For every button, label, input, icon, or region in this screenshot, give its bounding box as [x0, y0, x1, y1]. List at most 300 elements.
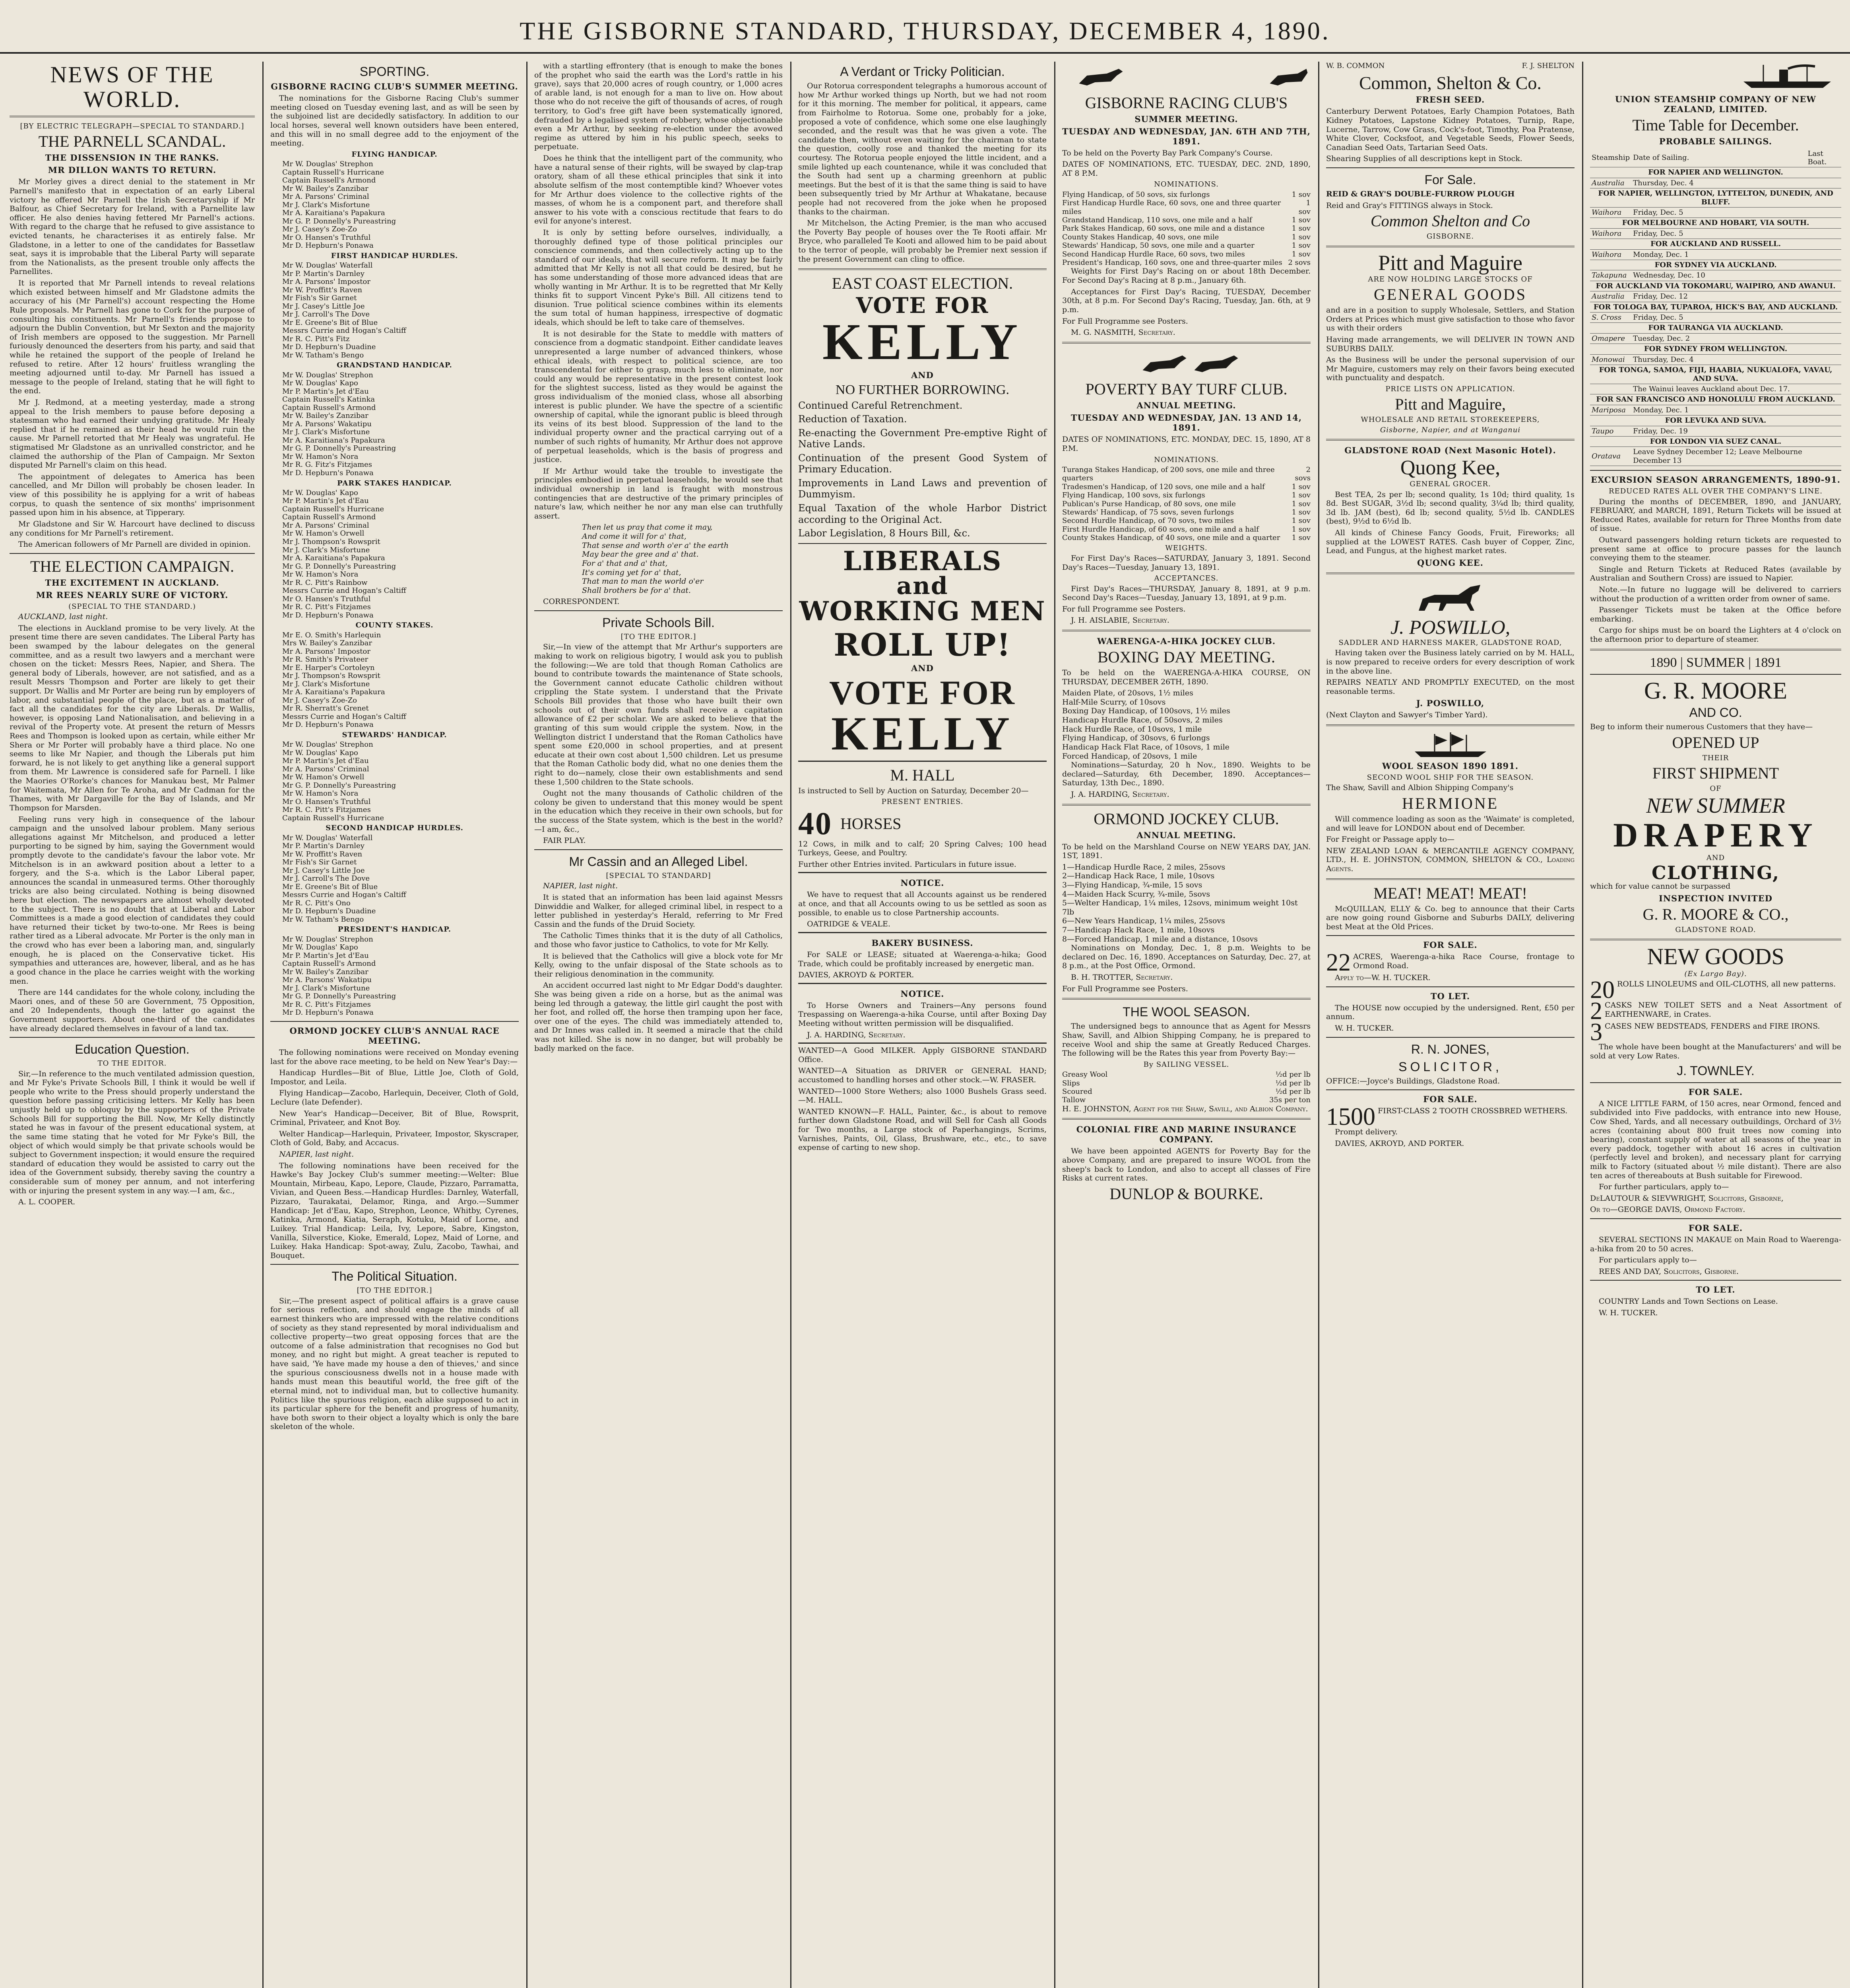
table-row [1590, 354, 1841, 365]
ad-text: 3 CASES NEW BEDSTEADS, FENDERS and FIRE IRONS. [1590, 1018, 1820, 1046]
horse-entry: Mr J. Casey's Little Joe [282, 866, 365, 875]
ad-text: The whole have been bought at the Manufacturers' and will be sold at very Low Rates. [1590, 1043, 1841, 1061]
poem-line: Then let us pray that come it may, [582, 523, 713, 532]
horse-entry: Mr W. Douglas' Waterfall [282, 261, 373, 270]
horse-list [270, 489, 519, 619]
last-boat [1806, 447, 1841, 466]
horse-entry: Mr W. Bailey's Zanzibar [282, 184, 368, 193]
horse-entry: Mr P. Martin's Jet d'Eau [282, 951, 369, 960]
ad-text: First Day's Races—THURSDAY, January 8, 1891, at 9 p.m. Second Day's Races—Tuesday, January 13, 1891, at 9 p.m. [1062, 584, 1311, 602]
ad-heading: NOTICE. [900, 988, 944, 999]
horse-entry: Mr P. Martin's Jet d'Eau [282, 387, 369, 396]
horse-entry: Mr W. Tatham's Bengo [282, 351, 364, 359]
signature: Or to—GEORGE DAVIS, Ormond Factory. [1590, 1205, 1745, 1214]
club-title: POVERTY BAY TURF CLUB. [1085, 380, 1288, 398]
nomination-row [1062, 466, 1311, 483]
firm-name: Pitt and Maguire, [1395, 395, 1506, 414]
horse-list [270, 631, 519, 729]
nomination-fee: ½d per lb [1275, 1087, 1311, 1096]
horse-entry: Mr J. Casey's Zoe-Zo [282, 225, 357, 234]
acreage-figure: 22 [1326, 949, 1351, 977]
sailing-date: Tuesday, Dec. 2 [1631, 333, 1806, 344]
column-rule [262, 62, 264, 1988]
horse-entry: Mr W. Douglas' Kapo [282, 748, 358, 757]
horse-entry: Mr A. Parsons' Criminal [282, 765, 369, 773]
horse-entry: Mr W. Bailey's Zanzibar [282, 412, 368, 420]
ad-text: REPAIRS NEATLY AND PROMPTLY EXECUTED, on the most reasonable terms. [1326, 678, 1575, 696]
table-row [1590, 384, 1841, 394]
horse-entry: Mr J. Carroll's The Dove [282, 310, 370, 319]
horse-entry: Mr J. Casey's Zoe-Zo [282, 696, 357, 705]
paragraph: An accident occurred last night to Mr Edgar Dodd's daughter. She was being given a ride on a horse, but as the animal was being led through a gateway, the little girl caught the post with her foot, and rolled off, the horse then tramping upon her face, over one of the eyes. The child was immediately attended to, and Dr Innes was called in. It seemed a miracle that the child was not killed. She is now in no danger, but will probably be badly marked on the face. [534, 981, 783, 1053]
ad-heading: UNION STEAMSHIP COMPANY OF NEW ZEALAND, LIMITED. [1615, 94, 1816, 114]
horse-entry: Mr W. Douglas' Strephon [282, 740, 373, 749]
signature: QUONG KEE. [1417, 557, 1483, 568]
meeting-subtitle: SUMMER MEETING. [1134, 114, 1238, 124]
ad-heading: TO LET. [1696, 1285, 1736, 1295]
nomination-fee: 1 sov [1292, 499, 1311, 508]
horse-entry: Mr D. Hepburn's Duadine [282, 343, 376, 351]
paragraph: Ought not the many thousands of Catholic children of the colony be given to understand that this money would be spent in the education which they receive in their own schools, but for the success of the State system, which is the best in the world?—I am, &c., [534, 789, 783, 834]
route-heading: FOR SAN FRANCISCO AND HONOLULU FROM AUCKLAND. [1590, 394, 1841, 405]
ad-text: NEW ZEALAND LOAN & MERCANTILE AGENCY COMPANY, LTD., H. E. JOHNSTON, COMMON, SHELTON & CO., Loading Agents. [1326, 846, 1575, 873]
horse-count: 40 [798, 806, 832, 841]
paragraph: It is stated that an information has been laid against Messrs Dinwiddie and Walker, for alleged criminal libel, in respect to a letter published in yesterday's Herald, referring to Mr Fred Cassin and the funds of the Druid Society. [534, 893, 783, 929]
weights-heading: WEIGHTS. [1165, 544, 1208, 552]
nomination-row [1062, 534, 1311, 542]
divider [798, 268, 1047, 270]
editor-tag: [TO THE EDITOR.] [357, 1286, 432, 1295]
ad-text: COUNTRY Lands and Town Sections on Lease. [1599, 1297, 1778, 1306]
horse-entry: Mr R. Smith's Privateer [282, 655, 368, 664]
column-5 [1057, 62, 1316, 1988]
club-title: WAERENGA-A-HIKA JOCKEY CLUB. [1097, 636, 1276, 646]
paragraph: It is reported that Mr Parnell intends to reveal relations which existed between himself and Mr Gladstone admits the accuracy of his (Mr Parnell's) account respecting the Home Rule proposals. Mr Parnell has gone to Cork for the purpose of consulting his constituents. Mr Parnell's friends propose to adjourn the Dublin Convention, but Mr Sexton and the majority of Irish members are opposed to the suggestion. Mr Parnell furiously denounced the deserters from his party, and said that while he retained the support of the people of Ireland he refused to retire. After 12 hours' fruitless wrangling the meeting adjourned until to-day. Mr Parnell has issued a message to the people of Ireland, stating that he will fight to the end. [10, 279, 255, 396]
nomination-row [1062, 508, 1311, 516]
ad-text: Further other Entries invited. Particulars in future issue. [798, 860, 1016, 869]
subheading: GISBORNE RACING CLUB'S SUMMER MEETING. [271, 82, 518, 92]
signature: DeLAUTOUR & SIEVWRIGHT, Solicitors, Gisborne, [1590, 1194, 1784, 1203]
table-row [1590, 228, 1841, 239]
divider [1326, 1089, 1575, 1090]
platform-item: Continuation of the present Good System of Primary Education. [798, 452, 1047, 475]
horse-list [270, 262, 519, 359]
subheading: MR REES NEARLY SURE OF VICTORY. [36, 590, 229, 600]
horse-entry: Captain Russell's Katinka [282, 395, 375, 404]
paragraph: Mr Gladstone and Sir W. Harcourt have declined to discuss any conditions for Mr Parnell's retirement. [10, 519, 255, 538]
column-rule [1054, 62, 1055, 1988]
ad-text: For First Day's Races—SATURDAY, January 3, 1891. Second Day's Races—Tuesday, January 13, 1891. [1062, 553, 1311, 572]
ad-text: Is instructed to Sell by Auction on Saturday, December 20— [798, 786, 1029, 795]
divider [1062, 1118, 1311, 1120]
nomination-fee: 1 sov [1292, 516, 1311, 525]
ad-text: Nominations—Saturday, 20 h Nov., 1890. Weights to be declared—Saturday, 6th December, 1890. Acceptances—Saturday, 13th Dec., 1890. [1062, 761, 1311, 788]
steamship-name: Oratava [1590, 447, 1631, 466]
platform-item: Equal Taxation of the whole Harbor District according to the Original Act. [798, 503, 1047, 525]
table-row [1590, 208, 1841, 218]
ad-text: To Horse Owners and Trainers—Any persons found Trespassing on Waerenga-a-hika Course, until after Boxing Day Meeting without written permission will be disqualified. [798, 1001, 1047, 1028]
nomination-race: Second Hurdle Handicap, of 70 sovs, two miles [1062, 516, 1234, 525]
ad-text: As the Business will be under the personal supervision of our Mr Maguire, customers may rely on their favors being executed with punctuality and despatch. [1326, 355, 1575, 382]
ad-subheading: GENERAL GROCER. [1410, 480, 1491, 489]
ad-text: To be held on the Marshland Course on NEW YEARS DAY, JAN. 1ST, 1891. [1062, 842, 1311, 860]
nomination-race: Second Handicap Hurdle Race, 60 sovs, two miles [1062, 250, 1245, 258]
paragraph: Does he think that the intelligent part of the community, who have a natural sense of their rights, will be swayed by clap-trap oratory, sham of all these ethical principles that sink it into absolute selfism of the most contemptible kind? Whoever votes for Mr Arthur does violence to the collective rights of the masses, of whom he is a component part, and therefore shall answer to his vote with a conscious rectitude that fears to do evil for anyone's interest. [534, 154, 783, 226]
horse-entry: Mr J. Clark's Misfortune [282, 428, 370, 437]
nomination-fee: 1 sov [1298, 199, 1311, 216]
ad-subheading: WHOLESALE AND RETAIL STOREKEEPERS, [1361, 415, 1540, 424]
poem-stanza [534, 523, 783, 595]
horse-entry: Mr P. Martin's Darnley [282, 842, 365, 850]
paragraph: Sir,—In view of the attempt that Mr Arthur's supporters are making to work on religious bigotry, I would ask you to publish the following:—We are told that though Roman Catholics are bound to contribute towards the maintenance of State schools, the Government cannot educate Catholic children without crippling the State system. I understand that the Private Schools Bill provides that those who have built their own schools out of their own funds shall receive a capitation allowance of £2 per scholar. We are asked to believe that the granting of this sum would cripple the system. Now, in the Wellington district I understand that the Roman Catholics have spent some £20,000 in school properties, and at present educate at their own cost about 1,500 children. Let us presume that the Roman Catholic body did, what no one denies them the right to do—namely, close their own establishments and send these 1,500 children to the State schools. [534, 643, 783, 786]
ad-text: Nominations on Monday, Dec. 1, 8 p.m. Weights to be declared on Dec. 16, 1890. Acceptances on Saturday, Dec. 27, at 8 p.m., at the Post Office, Ormond. [1062, 944, 1311, 971]
steamship-name: Monowai [1590, 354, 1631, 365]
divider [1590, 1082, 1841, 1083]
sailing-date: Leave Sydney December 12; Leave Melbourne December 13 [1631, 447, 1806, 466]
paragraph: Sir,—In reference to the much ventilated admission question, and Mr Fyke's Private Schools Bill, I think it would be well if people who write to the Press should properly understand the question before passing criticising letters. Mr Kelly has been unjustly held up to obloquy by the supporters of the Private Schools Bill for supporting the Bill. Now, Mr Kelly distinctly stated he was in favour of the present educational system, at the same time stating that he voted for Mr Fyke's Bill, the object of which would simply be that private schools would be subject to Government inspection; it would ensure the required standard of education they would be assisted to carry out the idea of the Government subsidy, thereby saving the country a considerable sum of money per annum, and not interfering with or injuring the present system in any way.—I am, &c., [10, 1069, 255, 1195]
nomination-fee: 1 sov [1292, 482, 1311, 491]
horse-entry: Messrs Currie and Hogan's Caltiff [282, 586, 406, 595]
route-heading-row [1590, 394, 1841, 405]
table-row [1590, 270, 1841, 281]
last-boat [1806, 384, 1841, 394]
route-heading: FOR TAURANGA VIA AUCKLAND. [1590, 323, 1841, 333]
route-heading: FOR LONDON VIA SUEZ CANAL. [1590, 436, 1841, 447]
divider [1326, 986, 1575, 987]
nomination-row [1062, 224, 1311, 233]
race-entry: 5—Welter Handicap, 1¼ miles, 12sovs, minimum weight 10st 7lb [1062, 899, 1298, 916]
stock-figure: 1500 [1326, 1103, 1375, 1131]
route-heading-row [1590, 260, 1841, 270]
signature: Apply to—W. H. TUCKER. [1335, 973, 1431, 982]
nomination-race: County Stakes Handicap, 40 sovs, one mile [1062, 233, 1219, 241]
horse-icon [1411, 579, 1490, 615]
wanted-ad: WANTED—1000 Store Wethers; also 1000 Bushels Grass seed.—M. HALL. [798, 1087, 1047, 1105]
ad-text: The undersigned begs to announce that as Agent for Messrs Shaw, Savill, and Albion Shipping Company, he is prepared to receive Wool and ship the same at Greatly Reduced Charges. The following will be the Rates this year from Poverty Bay:— [1062, 1022, 1311, 1058]
route-heading: FOR AUCKLAND VIA TOKOMARU, WAIPIRO, AND AWANUI. [1590, 281, 1841, 291]
ad-text: For Full Programme see Posters. [1062, 316, 1188, 326]
horse-entry: Mr R. C. Pitt's Fitzjames [282, 806, 371, 814]
paragraph: Mr J. Redmond, at a meeting yesterday, made a strong appeal to the Irish members to pause before deposing a statesman who had earned their undying gratitude. Mr Healy replied that if he remained as their head he would ruin the cause. Mr Parnell retorted that Mr Healy was ungrateful. He stigmatised Mr Gladstone as an unrivalled constrictor, and he claimed the authorship of the Plan of Campaign. Mr Sexton disputed Mr Parnell's claim on this head. [10, 398, 255, 470]
column-7 [1584, 62, 1847, 1988]
column-6 [1321, 62, 1580, 1988]
ad-text: Weights for First Day's Racing on or about 18th December. For Second Day's Racing at 8 p.m., January 6th. [1062, 267, 1311, 285]
race-name: COUNTY STAKES. [355, 621, 434, 630]
route-heading: FOR SYDNEY VIA AUCKLAND. [1590, 260, 1841, 270]
sailing-date: Friday, Dec. 12 [1631, 291, 1806, 302]
route-heading: FOR NAPIER, WELLINGTON, LYTTELTON, DUNEDIN, AND BLUFF. [1590, 188, 1841, 208]
horse-entry: Mr A. Karaitiana's Papakura [282, 436, 385, 445]
divider [1062, 630, 1311, 631]
notice-ad [798, 872, 1047, 928]
nomination-row [1062, 233, 1311, 241]
signature: DAVIES, AKROYD & PORTER. [798, 971, 914, 980]
and-banner: and [896, 572, 948, 600]
subheading: ORMOND JOCKEY CLUB'S ANNUAL RACE MEETING. [289, 1025, 500, 1046]
ad-text: Canterbury Derwent Potatoes, Early Champion Potatoes, Bath Kidney Potatoes, Lapstone Kidney Potatoes, Turnip, Rape, Lucerne, Tarrow, Cow Grass, Cock's-foot, Timothy, Poa Pratense, White Clover, Cocksfoot, and Vegetable Seeds, Flower Seeds, Canadian Seed Oats, Tartarian Seed Oats. [1326, 107, 1575, 152]
headline-world: WORLD. [83, 86, 181, 112]
ad-text: Will commence loading as soon as the 'Waimate' is completed, and will leave for LONDON about end of December. [1326, 814, 1575, 833]
nomination-race: Greasy Wool [1062, 1070, 1108, 1079]
ad-text: and are in a position to supply Wholesale, Settlers, and Station Orders at Prices which must give satisfaction to those who favor us with their orders [1326, 306, 1575, 333]
horse-entry: Mr P. Martin's Jet d'Eau [282, 757, 369, 765]
racehorse-icon [1062, 62, 1311, 89]
horse-entry: Mr E. Greene's Bit of Blue [282, 882, 378, 891]
horse-entry: Mrs W. Bailey's Zanzibar [282, 639, 372, 648]
horse-entry: Captain Russell's Hurricane [282, 813, 384, 822]
horse-entry: Mr R. C. Pitt's Fitzjames [282, 603, 371, 612]
horse-entry: Mr D. Hepburn's Ponawa [282, 468, 374, 477]
ship-icon [1411, 731, 1490, 759]
route-heading-row [1590, 436, 1841, 447]
ad-text: ACRES, Waerenga-a-hika Race Course, frontage to Ormond Road. [1353, 952, 1575, 971]
ad-heading: Time Table for December. [1632, 116, 1799, 134]
ad-subheading: By SAILING VESSEL. [1143, 1060, 1229, 1069]
paragraph: There are 144 candidates for the whole colony, including the Maori ones, and of these 50 are Government, 75 Opposition, and 20 Independents, though the latter go against the Government supporters. About one-third of the candidates have already declared themselves in favour of a land tax. [10, 988, 255, 1033]
last-boat [1806, 228, 1841, 239]
divider [10, 116, 255, 117]
horse-entry: Mr D. Hepburn's Ponawa [282, 611, 374, 619]
bakery-ad [798, 932, 1047, 980]
ad-text: SEVERAL SECTIONS IN MAKAUE on Main Road to Waerenga-a-hika from 20 to 50 acres. [1590, 1235, 1841, 1253]
horse-entry: Mr P. Martin's Jet d'Eau [282, 497, 369, 505]
nomination-fee: 1 sov [1292, 508, 1311, 516]
firm-location: GISBORNE. [1426, 232, 1474, 241]
horse-entry: Captain Russell's Armond [282, 513, 376, 522]
race-name: FLYING HANDICAP. [351, 150, 438, 159]
table-header: Last Boat. [1806, 149, 1841, 167]
nomination-fee: 2 sovs [1295, 465, 1311, 483]
route-heading-row [1590, 323, 1841, 333]
ad-subheading: PRESENT ENTRIES. [881, 798, 964, 806]
last-boat [1806, 249, 1841, 260]
club-title: ORMOND JOCKEY CLUB. [1094, 810, 1279, 828]
article-title: Education Question. [75, 1042, 190, 1057]
sailing-date: Friday, Dec. 5 [1631, 228, 1806, 239]
poem-line: That sense and worth o'er a' the earth [582, 541, 729, 550]
nomination-race: Slips [1062, 1079, 1080, 1087]
signature: A. L. COOPER. [18, 1198, 76, 1207]
paragraph: The following nominations have been received for the Hawke's Bay Jockey Club's summer meeting:—Welter: Blue Mountain, Mirbeau, Kapo, Lepore, Claude, Pizzaro, Parramatta, Vivian, and Queen Bess.—Handicap Hurdles: Darnley, Waterfall, Pizzaro, Taurakatai, Delamor, Ringa, and Argo.—Summer Handicap: Jet d'Eau, Kapo, Strephon, Leonce, Whitby, Cyrenes, Katinka, Armond, Kiatia, Seraph, Kotuku, Maid of Lorne, and Luikey. Trial Handicap: Leila, Ivy, Lepore, Sabre, Kingston, Vanilla, Silverstice, Kioke, Emerald, Lopez, Maid of Lorne, and Luikey. Haka Handicap: Spot-away, Zulu, Zacobo, Tawhai, and Bouquet. [270, 1161, 519, 1260]
nomination-row [1062, 1096, 1311, 1104]
race-entry: 4—Maiden Hack Scurry, ¾-mile, 5sovs [1062, 889, 1210, 899]
article-title: The Political Situation. [332, 1269, 458, 1284]
trespass-notice [798, 983, 1047, 1039]
ad-text: Reid and Gray's FITTINGS always in Stock. [1326, 201, 1493, 210]
horse-entry: Mr W. Hamon's Nora [282, 570, 359, 579]
ad-text: To be held on the Poverty Bay Park Company's Course. [1062, 148, 1273, 157]
route-heading: FOR NAPIER AND WELLINGTON. [1590, 167, 1841, 178]
ad-text: For full Programme see Posters. [1062, 604, 1186, 613]
ad-heading: NEW SUMMER [1646, 793, 1785, 817]
column-rule [526, 62, 527, 1988]
signature: H. E. JOHNSTON, Agent for the Shaw, Savill, and Albion Company. [1062, 1104, 1308, 1113]
masthead [0, 8, 1850, 54]
wool-rates [1062, 1070, 1311, 1105]
race-entry: 6—New Years Handicap, 1¼ miles, 25sovs [1062, 916, 1225, 926]
divider [1590, 649, 1841, 650]
last-boat [1806, 270, 1841, 281]
divider [1590, 470, 1841, 471]
editor-tag: [TO THE EDITOR.] [621, 633, 696, 641]
sailing-date: Wednesday, Dec. 10 [1631, 270, 1806, 281]
special-tag: [SPECIAL TO STANDARD] [606, 871, 711, 880]
wire-tag: [BY ELECTRIC TELEGRAPH—SPECIAL TO STANDARD.] [20, 122, 244, 130]
ad-text: DATES OF NOMINATIONS, ETC. MONDAY, DEC. 15, 1890, AT 8 P.M. [1062, 435, 1311, 453]
horse-entry: Mr G. P. Donnelly's Pureastring [282, 217, 396, 225]
race-nominations [270, 150, 519, 1017]
nomination-fee: 2 sovs [1288, 258, 1311, 267]
horse-entry: Mr A. Karaitiana's Papakura [282, 688, 385, 697]
platform-item: Continued Careful Retrenchment. [798, 400, 963, 411]
clothing-banner: CLOTHING, [1652, 862, 1780, 883]
horse-entry: Mr G. P. Donnelly's Pureastring [282, 992, 396, 1001]
paragraph: Mr Morley gives a direct denial to the statement in Mr Parnell's manifesto that in expectation of an early Liberal victory he offered Mr Parnell the Irish Secretaryship if Mr Balfour, as Chief Secretary for Ireland, with a Parnellite law officer. He also denies having fettered Mr Parnell's actions. With regard to the charge that he refused to give assistance to evicted tenants, he characterises it as entirely false. Mr Gladstone, in a letter to one of the candidates for Bassetlaw seat, says it is improbable that the Liberal Party will separate from the Nationalists, as the present trouble only affects the Parnellites. [10, 177, 255, 276]
route-heading-row [1590, 239, 1841, 249]
ad-heading: FRESH SEED. [1416, 95, 1485, 105]
paragraph: It is believed that the Catholics will give a block vote for Mr Kelly, owing to the unfair disposal of the State schools as to their religious denomination in the community. [534, 951, 783, 978]
horse-entry: Mr G. P. Donnelly's Pureastring [282, 562, 396, 571]
meeting-dates: TUESDAY AND WEDNESDAY, JAN. 13 AND 14, 1891. [1070, 413, 1302, 433]
horse-entry: Mr D. Hepburn's Ponawa [282, 720, 374, 729]
ad-heading: FIRST SHIPMENT [1652, 764, 1779, 782]
meeting-dates: TUESDAY AND WEDNESDAY, JAN. 6TH AND 7TH, 1891. [1062, 126, 1311, 146]
nomination-fee: 1 sov [1292, 216, 1311, 225]
column-2 [265, 62, 524, 1988]
ad-text: Cargo for ships must be on board the Lighters at 4 o'clock on the afternoon prior to departure of steamer. [1590, 626, 1841, 644]
route-heading: FOR TOLOGA BAY, TUPAROA, HICK'S BAY, AND AUCKLAND. [1590, 302, 1841, 312]
race-name: FIRST HANDICAP HURDLES. [331, 251, 458, 260]
horse-entry: Mr W. Douglas' Waterfall [282, 833, 373, 842]
horses-label: HORSES [840, 814, 902, 833]
horse-entry: Mr E. Greene's Bit of Blue [282, 318, 378, 327]
dateline: AUCKLAND, last night. [18, 612, 108, 621]
horse-entry: Mr Fish's Sir Garnet [282, 294, 357, 303]
ad-heading: OPENED UP [1672, 733, 1759, 751]
ad-subheading: PRICE LISTS ON APPLICATION. [1385, 385, 1515, 394]
ad-heading: NOTICE. [900, 878, 944, 888]
race-entry: Forced Handicap, of 20sovs, 1 mile [1062, 751, 1197, 761]
column-rule [1582, 62, 1583, 1988]
ad-text: which for value cannot be surpassed [1590, 881, 1731, 891]
nomination-fee: 1 sov [1292, 241, 1311, 250]
horse-list [270, 741, 519, 822]
race-entry: 3—Flying Handicap, ¾-mile, 15 sovs [1062, 880, 1202, 889]
table-row [1590, 426, 1841, 436]
nomination-race: President's Handicap, 160 sovs, one and three-quarter miles [1062, 258, 1282, 267]
firm-name: G. R. MOORE [1644, 678, 1788, 704]
divider [1326, 573, 1575, 574]
ad-text: DATES OF NOMINATIONS, ETC. TUESDAY, DEC. 2ND, 1890, AT 8 P.M. [1062, 160, 1311, 178]
paragraph: The appointment of delegates to America has been cancelled, and Mr Dillon will probably be chosen leader. In view of this possibility he is applying for a writ of habeas corpus, to quash the sentence of six months' imprisonment passed upon him in his absence, at Tipperary. [10, 472, 255, 517]
sailing-table [1590, 149, 1841, 466]
nomination-row [1062, 216, 1311, 224]
horse-entry: Mr W. Douglas' Kapo [282, 488, 358, 497]
horse-entry: Mr J. Clark's Misfortune [282, 984, 370, 992]
ad-text: For SALE or LEASE; situated at Waerenga-a-hika; Good Trade, which could be profitably increased by energetic man. [798, 950, 1047, 968]
ad-text [1326, 949, 1575, 977]
horse-entry: Mr A. Parsons' Impostor [282, 647, 370, 656]
ad-subheading: (Ex Largo Bay). [1684, 969, 1747, 978]
paragraph: Handicap Hurdles—Bit of Blue, Little Joe, Cloth of Gold, Impostor, and Leila. [270, 1068, 519, 1086]
route-heading-row [1590, 365, 1841, 384]
ad-heading: FOR SALE. [1688, 1223, 1743, 1233]
divider [10, 553, 255, 554]
horse-entry: Mr D. Hepburn's Ponawa [282, 241, 374, 250]
signature: FAIR PLAY. [543, 836, 586, 845]
and-label: AND [911, 663, 934, 673]
race-name: PARK STAKES HANDICAP. [337, 479, 452, 487]
divider [1326, 878, 1575, 880]
route-heading: FOR LEVUKA AND SUVA. [1590, 415, 1841, 426]
horse-entry: Mr W. Douglas' Strephon [282, 371, 373, 379]
horse-entry: Captain Russell's Hurricane [282, 505, 384, 513]
nomination-row [1062, 199, 1311, 216]
ad-text: McQUILLAN, ELLY & Co. beg to announce that their Carts are now going round Gisborne and Suburbs DAILY, delivering best Meat at the Old Prices. [1326, 904, 1575, 931]
signature: OATRIDGE & VEALE. [807, 920, 890, 929]
ad-text: Outward passengers holding return tickets are requested to present same at office to procure passes for the launch conveying them to the steamer. [1590, 535, 1841, 563]
horse-entry: Mr R. C. Pitt's Fitzjames [282, 1000, 371, 1009]
paragraph: The Catholic Times thinks that it is the duty of all Catholics, and those who favor justice to Catholics, to vote for Mr Kelly. [534, 931, 783, 949]
platform-item: Improvements in Land Laws and prevention of Dummyism. [798, 477, 1047, 500]
nomination-race: Scoured [1062, 1087, 1092, 1096]
nomination-row [1062, 483, 1311, 491]
divider [1326, 724, 1575, 726]
paragraph: New Year's Handicap—Deceiver, Bit of Blue, Rowsprit, Criminal, Privateer, and Knot Boy. [270, 1109, 519, 1127]
paragraph: It is not desirable for the State to meddle with matters of conscience from a dogmatic standpoint. Either candidate leaves unrepresented a large number of advanced thinkers, whose ethical ideals, with respect to political science, are too transcendental for either to grasp, much less to eliminate, nor could any would be representative in the present contest look for the slightest success, listed as they would be against the gross individualism of the monied class, whose all absorbing interest is public plunder. We have the spectre of a scientific ownership of capital, while the ignorant public is bleed through its veins of its best blood. Suppression of the land to the individual property owner and the practical carrying out of a number of such rights of humanity, Mr Arthur does not approve of perpetual leaseholds, which is the basis of progress and justice. [534, 329, 783, 464]
platform-item: Re-enacting the Government Pre-emptive Right of Native Lands. [798, 427, 1047, 450]
ad-text [1326, 1103, 1575, 1131]
nomination-row [1062, 516, 1311, 525]
race-entry: Maiden Plate, of 20sovs, 1½ miles [1062, 689, 1193, 698]
ad-text: During the months of DECEMBER, 1890, and JANUARY, FEBRUARY, and MARCH, 1891, Return Tickets will be issued at Reduced Rates, available for return for Three Months from date of issue. [1590, 497, 1841, 533]
sailing-date: Monday, Dec. 1 [1631, 405, 1806, 415]
slogan: NO FURTHER BORROWING. [835, 382, 1010, 398]
horse-entry: Mr A. Karaitiana's Papakura [282, 554, 385, 563]
race-entry: 7—Handicap Hack Race, 1 mile, 10sovs [1062, 926, 1215, 935]
horse-entry: Mr Fish's Sir Garnet [282, 858, 357, 867]
drapery-banner: DRAPERY [1613, 815, 1818, 854]
nomination-row [1062, 250, 1311, 258]
dateline: NAPIER, last night. [543, 881, 618, 891]
horse-list [270, 834, 519, 924]
horse-entry: Mr G. P. Donnelly's Pureastring [282, 444, 396, 453]
race-entry: Flying Handicap, of 30sovs, 6 furlongs [1062, 734, 1210, 743]
sailing-date: Monday, Dec. 1 [1631, 249, 1806, 260]
horse-entry: Mr W. Douglas' Strephon [282, 935, 373, 944]
ad-heading: THE WOOL SEASON. [1123, 1005, 1250, 1019]
paragraph: If Mr Arthur would take the trouble to investigate the principles embodied in perpetual leaseholds, he would see that individual ownership in land is fraught with monstrous contingencies that are destructive of the primary principles of nature's law, which neither he nor any man else can truthfully assert. [534, 466, 783, 520]
table-row [1590, 291, 1841, 302]
club-title: GISBORNE RACING CLUB'S [1085, 93, 1288, 112]
divider [1326, 167, 1575, 168]
nomination-fee: 35s per ton [1269, 1096, 1311, 1105]
ad-heading: 1890 | SUMMER | 1891 [1650, 655, 1782, 670]
ad-text: 12 Cows, in milk and to calf; 20 Spring Calves; 100 head Turkeys, Geese, and Poultry. [798, 839, 1047, 858]
divider [270, 1264, 519, 1265]
divider [1062, 342, 1311, 344]
editor-tag: TO THE EDITOR. [97, 1059, 167, 1068]
firm-name: J. POSWILLO, [1390, 615, 1511, 638]
ad-text: CASES NEW BEDSTEADS, FENDERS and FIRE IRONS. [1605, 1021, 1820, 1031]
divider [270, 1021, 519, 1022]
steamship-name: Waihora [1590, 249, 1631, 260]
poem-line: That man to man the world o'er [582, 577, 704, 586]
paragraph: Mr Mitchelson, the Acting Premier, is the man who accused the Poverty Bay people of houses over the Te Rooti affair. Mr Bryce, who paralleled Te Kooti and allowed him to be paid about to the terror of people, will probably be Premier next session if the present Government can cling to office. [798, 219, 1047, 264]
horse-entry: Mr R. C. Pitt's Ono [282, 899, 351, 907]
divider [1326, 439, 1575, 441]
ad-subheading: SADDLER AND HARNESS MAKER, GLADSTONE ROAD, [1338, 638, 1562, 647]
